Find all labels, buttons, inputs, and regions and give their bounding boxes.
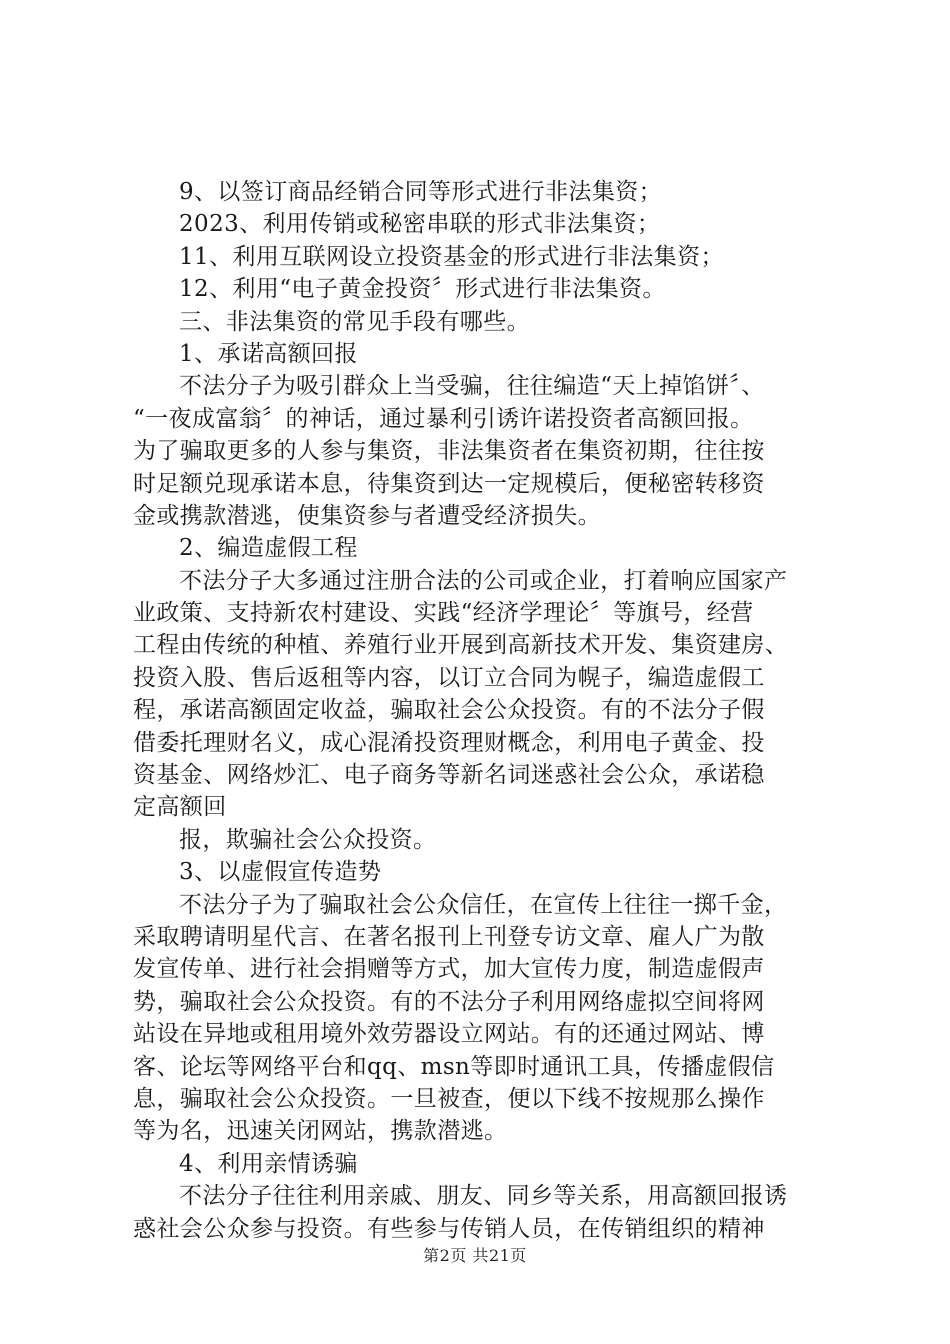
page-footer: 第2页 共21页 (423, 1246, 527, 1265)
text-line: 客、论坛等网络平台和qq、msn等即时通讯工具，传播虚假信 (133, 1053, 775, 1080)
text-line: 站设在异地或租用境外效劳器设立网站。有的还通过网站、博 (133, 1021, 765, 1048)
text-line: 4、利用亲情诱骗 (179, 1150, 358, 1177)
text-line: 不法分子大多通过注册合法的公司或企业，打着响应国家产 (179, 567, 788, 594)
text-line: “一夜成富翁〞的神话，通过暴利引诱许诺投资者高额回报。 (133, 405, 754, 432)
text-line: 3、以虚假宣传造势 (179, 859, 382, 886)
text-line: 势，骗取社会公众投资。有的不法分子利用网络虚拟空间将网 (133, 988, 765, 1015)
text-line: 工程由传统的种植、养殖行业开展到高新技术开发、集资建房、 (133, 632, 789, 659)
text-line: 三、非法集资的常见手段有哪些。 (179, 308, 530, 335)
text-line: 采取聘请明星代言、在著名报刊上刊登专访文章、雇人广为散 (133, 923, 765, 950)
text-line: 不法分子为吸引群众上当受骗，往往编造“天上掉馅饼〞、 (179, 373, 765, 400)
text-line: 发宣传单、进行社会捐赠等方式，加大宣传力度，制造虚假声 (133, 956, 765, 983)
text-line: 资基金、网络炒汇、电子商务等新名词迷惑社会公众，承诺稳 (133, 762, 765, 789)
text-line: 定高额回 (133, 794, 227, 821)
text-line: 等为名，迅速关闭网站，携款潜逃。 (133, 1118, 508, 1145)
text-line: 9、以签订商品经销合同等形式进行非法集资； (179, 179, 663, 205)
text-line: 息，骗取社会公众投资。一旦被查，便以下线不按规那么操作 (133, 1085, 765, 1112)
text-line: 12、利用“电子黄金投资〞形式进行非法集资。 (179, 276, 666, 303)
text-line: 惑社会公众参与投资。有些参与传销人员，在传销组织的精神 (133, 1215, 765, 1242)
text-line: 1、承诺高额回报 (179, 340, 358, 367)
text-line: 不法分子为了骗取社会公众信任，在宣传上往往一掷千金， (179, 891, 788, 918)
text-line: 2023、利用传销或秘密串联的形式非法集资； (179, 211, 661, 238)
text-line: 11、利用互联网设立投资基金的形式进行非法集资； (179, 243, 724, 270)
text-line: 业政策、支持新农村建设、实践“经济学理论〞等旗号，经营 (133, 600, 754, 627)
text-line: 时足额兑现承诺本息，待集资到达一定规模后，便秘密转移资 (133, 470, 765, 497)
document-body (133, 176, 833, 1245)
text-line: 程，承诺高额固定收益，骗取社会公众投资。有的不法分子假 (133, 697, 765, 724)
text-line: 投资入股、售后返租等内容，以订立合同为幌子，编造虚假工 (133, 664, 765, 691)
text-line: 金或携款潜逃，使集资参与者遭受经济损失。 (133, 502, 601, 529)
text-line: 报，欺骗社会公众投资。 (179, 826, 437, 853)
text-line: 2、编造虚假工程 (179, 535, 358, 562)
text-line: 不法分子往往利用亲戚、朋友、同乡等关系，用高额回报诱 (179, 1183, 788, 1210)
text-line: 为了骗取更多的人参与集资，非法集资者在集资初期，往往按 (133, 438, 765, 465)
text-line: 借委托理财名义，成心混淆投资理财概念，利用电子黄金、投 (133, 729, 765, 756)
